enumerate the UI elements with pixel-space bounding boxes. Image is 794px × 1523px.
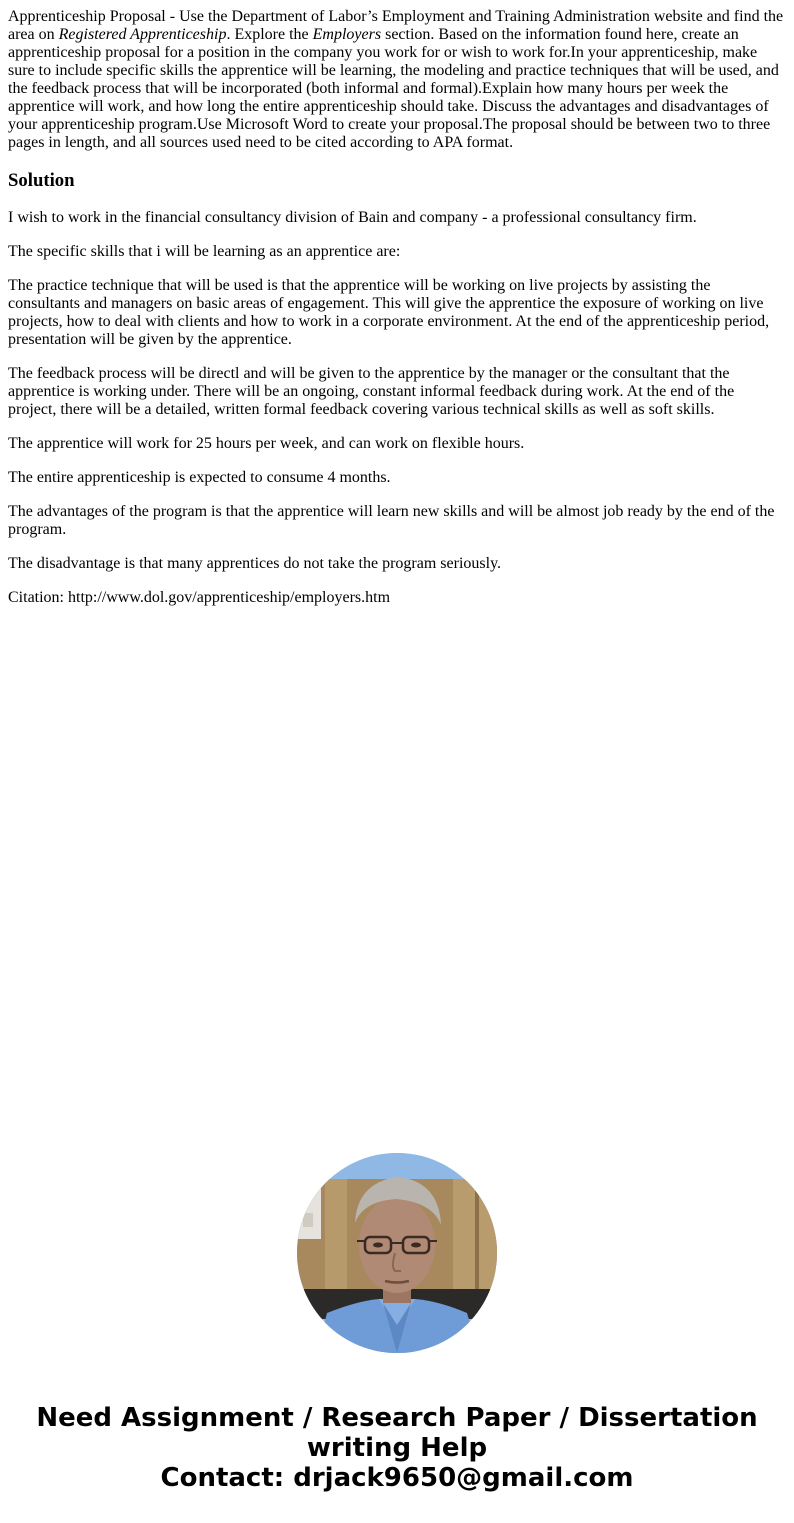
promo-line-2: writing Help — [306, 1433, 488, 1463]
question-part-3: section. Based on the information found here, create an apprenticeship proposal for a position in the company you work for or wish to work for.In your apprenticeship, make sure to include specific skills the apprentice will be learning, the modeling and practice techniques that will be used, and the feedback process that will be incorporated (both informal and formal).Explain how many hours per week the apprentice will work, and how long the entire apprenticeship should take. Discuss the advantages and disadvantages of your apprenticeship program.Use Microsoft Word to create your proposal.The proposal should be between two to three pages in length, and all sources used need to be cited according to APA format. — [8, 26, 779, 151]
promo-contact: Contact: drjack9650@gmail.com — [160, 1463, 634, 1493]
question-text — [8, 8, 786, 152]
solution-paragraph-feedback: The feedback process will be directl and will be given to the apprentice by the manager or the consultant that the apprentice is working under. There will be an ongoing, constant informal feedback during work. At the end of the project, there will be a detailed, written formal feedback covering various technical skills as well as soft skills. — [8, 365, 735, 418]
solution-paragraph-company: I wish to work in the financial consultancy division of Bain and company - a professional consultancy firm. — [8, 209, 697, 226]
person-photo-icon — [297, 1153, 497, 1353]
solution-citation: Citation: http://www.dol.gov/apprenticeship/employers.htm — [8, 589, 391, 606]
question-part-1: Apprenticeship Proposal - Use the Department of Labor’s Employment and Training Administration website and find the area on — [8, 8, 784, 43]
employers-emphasis: Employers — [312, 26, 382, 43]
solution-paragraph-duration: The entire apprenticeship is expected to consume 4 months. — [8, 469, 391, 486]
solution-paragraph-hours: The apprentice will work for 25 hours per week, and can work on flexible hours. — [8, 435, 525, 452]
question-part-2: . Explore the — [226, 26, 313, 43]
solution-paragraph-disadvantage: The disadvantage is that many apprentices do not take the program seriously. — [8, 555, 502, 572]
promo-line-1: Need Assignment / Research Paper / Dissertation — [36, 1403, 758, 1433]
solution-paragraph-skills: The specific skills that i will be learning as an apprentice are: — [8, 243, 401, 260]
promo-banner — [0, 1403, 794, 1493]
registered-apprenticeship-emphasis: Registered Apprenticeship — [58, 26, 227, 43]
document-body — [8, 8, 786, 623]
solution-paragraph-advantages: The advantages of the program is that the apprentice will learn new skills and will be almost job ready by the end of the program. — [8, 503, 775, 538]
solution-heading: Solution — [8, 170, 75, 191]
solution-paragraph-practice: The practice technique that will be used is that the apprentice will be working on live projects by assisting the consultants and managers on basic areas of engagement. This will give the apprentice the exposure of working on live projects, how to deal with clients and how to work in a corporate environment. At the end of the apprenticeship period, presentation will be given by the apprentice. — [8, 277, 770, 348]
avatar — [297, 1153, 497, 1353]
